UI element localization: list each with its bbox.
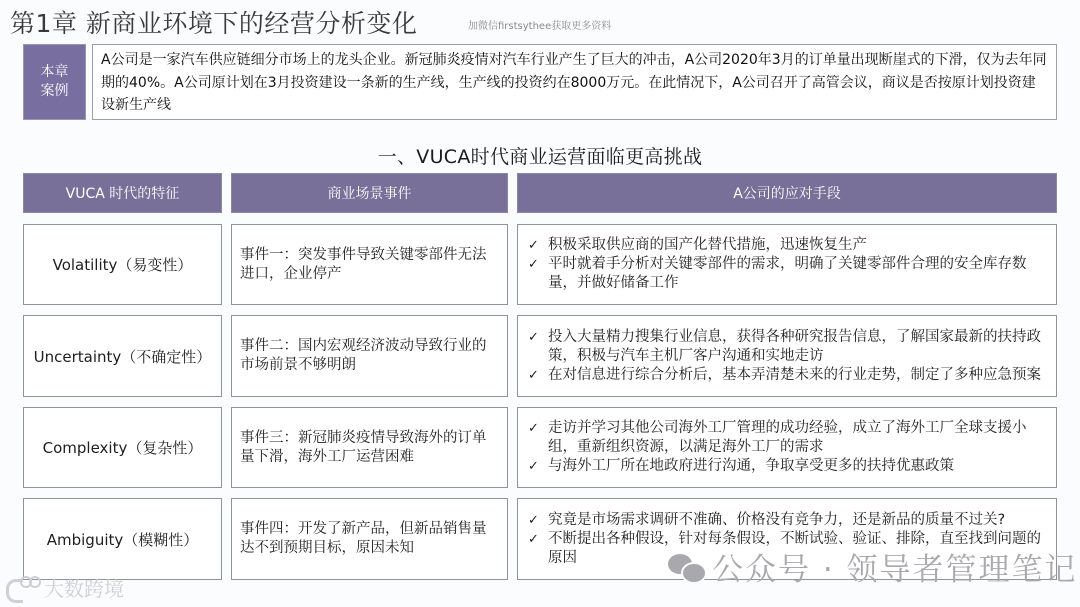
event-cell-1: 事件一：突发事件导致关键零部件无法进口，企业停产 [231,224,508,305]
header-vuca-feature: VUCA 时代的特征 [23,173,222,213]
check-icon: ✓ [528,329,539,345]
check-icon: ✓ [528,257,539,272]
bottom-right-watermark-text: 公众号 · 领导者管理笔记 [712,552,1078,588]
response-text: 走访并学习其他公司海外工厂管理的成功经验，成立了海外工厂全球支援小组，重新组织资源，以满足海外工厂的需求 [548,420,1027,455]
response-text: 不断提出各种假设，针对每条假设，不断试验、验证、排除，直至找到问题的原因 [548,531,1041,566]
response-item [526,457,1048,476]
section-title: 一、VUCA时代商业运营面临更高挑战 [377,146,703,168]
check-icon: ✓ [528,421,539,436]
event-cell-3: 事件三：新冠肺炎疫情导致海外的订单量下滑，海外工厂运营困难 [231,407,508,488]
bottom-left-watermark [6,573,124,602]
response-text: 投入大量精力搜集行业信息，获得各种研究报告信息，了解国家最新的扶持政策，积极与汽车主机厂客户沟通和实地走访 [548,328,1041,364]
response-item [526,419,1048,457]
response-item [526,236,1048,255]
header-company-response: A公司的应对手段 [517,173,1057,213]
response-item [526,255,1048,293]
bottom-right-watermark [668,544,1078,589]
chapter-title: 第1章 新商业环境下的经营分析变化 [10,9,418,38]
case-label-line2: 案例 [40,83,69,99]
response-text: 积极采取供应商的国产化替代措施，迅速恢复生产 [548,237,867,253]
response-list [526,328,1048,385]
check-icon: ✓ [528,367,539,383]
feature-cell-volatility: Volatility（易变性） [23,224,222,305]
response-list [526,236,1048,293]
top-watermark: 加微信firstsythee获取更多资料 [468,21,612,32]
check-icon: ✓ [528,532,539,547]
response-text: 究竟是市场需求调研不准确、价格没有竞争力，还是新品的质量不过关? [548,512,1006,528]
case-description: A公司是一家汽车供应链细分市场上的龙头企业。新冠肺炎疫情对汽车行业产生了巨大的冲击，A公司2020年3月的订单量出现断崖式的下滑，仅为去年同期的40%。A公司原计划在3月投资建设一条新的生产线，生产线的投资约在8000万元。在此情况下，A公司召开了高管会议，商议是否按原计划投资建设新生产线 [92,44,1057,120]
response-item [526,511,1048,530]
feature-cell-ambiguity: Ambiguity（模糊性） [23,498,222,580]
response-cell-2 [517,315,1057,397]
response-text: 与海外工厂所在地政府进行沟通，争取享受更多的扶持优惠政策 [548,458,954,474]
wechat-icon [668,552,706,582]
brand-logo-icon [6,576,40,600]
response-text: 平时就着手分析对关键零部件的需求，明确了关键零部件合理的安全库存数量，并做好储备工作 [548,256,1027,291]
header-business-event: 商业场景事件 [231,173,508,213]
feature-cell-complexity: Complexity（复杂性） [23,407,222,488]
bottom-left-watermark-text: 大数跨境 [44,577,124,601]
feature-cell-uncertainty: Uncertainty（不确定性） [23,315,222,397]
response-list [526,419,1048,476]
check-icon: ✓ [528,513,539,528]
check-icon: ✓ [528,238,539,253]
response-cell-3 [517,407,1057,488]
response-cell-1 [517,224,1057,305]
case-label [23,44,86,120]
case-label-line1: 本章 [40,64,69,80]
event-cell-2: 事件二：国内宏观经济波动导致行业的市场前景不够明朗 [231,315,508,397]
response-text: 在对信息进行综合分析后，基本弄清楚未来的行业走势，制定了多种应急预案 [548,366,1041,383]
event-cell-4: 事件四：开发了新产品，但新品销售量达不到预期目标，原因未知 [231,498,508,580]
response-item [526,366,1048,385]
response-item [526,328,1048,366]
check-icon: ✓ [528,459,539,474]
